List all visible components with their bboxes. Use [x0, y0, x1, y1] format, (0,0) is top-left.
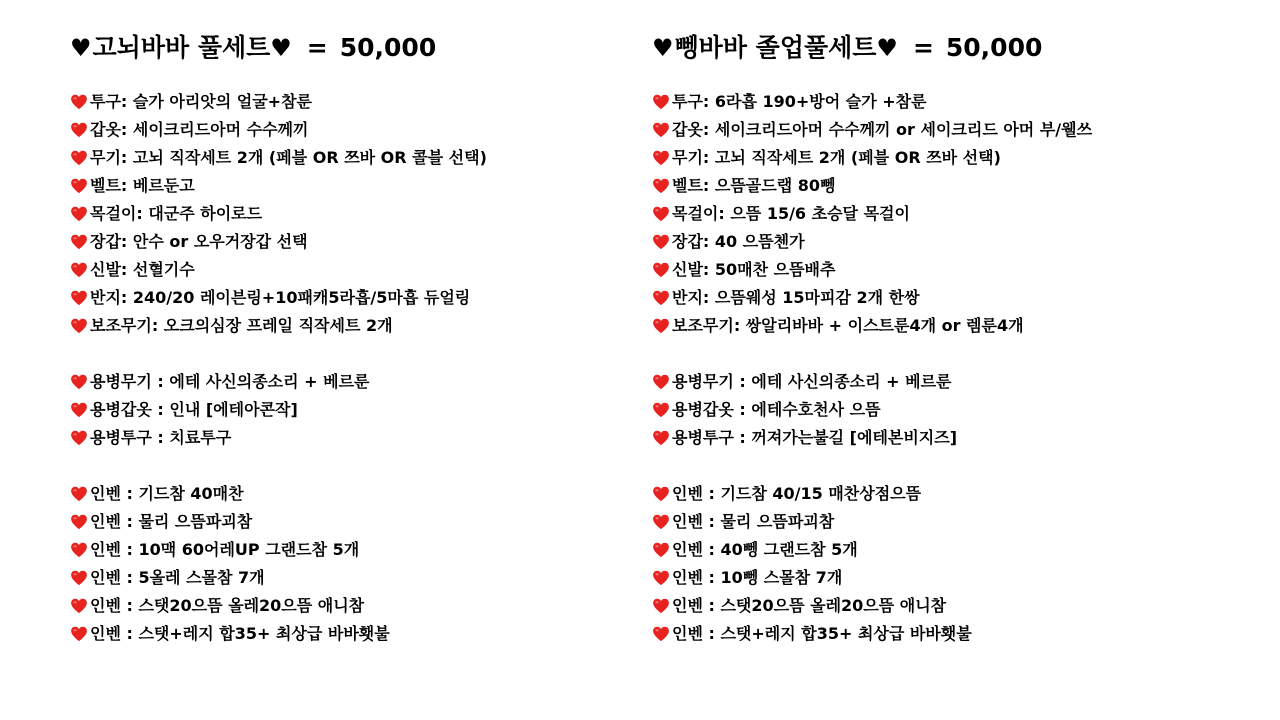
red-heart-icon — [652, 513, 670, 531]
equals-sign: = — [306, 33, 328, 62]
list-item — [70, 424, 630, 452]
list-item-text: 무기: 고뇌 직작세트 2개 (페블 OR 쯔바 OR 콜블 선택) — [90, 148, 487, 167]
red-heart-icon — [70, 541, 88, 559]
right-group-2 — [652, 368, 1272, 452]
black-heart-icon: ♥ — [652, 34, 674, 62]
red-heart-icon — [652, 597, 670, 615]
left-group-1 — [70, 88, 630, 340]
red-heart-icon — [652, 401, 670, 419]
list-item — [652, 172, 1272, 200]
red-heart-icon — [70, 485, 88, 503]
black-heart-icon: ♥ — [270, 34, 292, 62]
list-item — [652, 592, 1272, 620]
red-heart-icon — [652, 261, 670, 279]
list-item-text: 투구: 슬가 아리앗의 얼굴+참룬 — [90, 92, 312, 111]
right-title-text: 뼁바바 졸업풀세트 — [674, 33, 877, 62]
list-item — [70, 144, 630, 172]
list-item — [652, 284, 1272, 312]
list-item-text: 반지: 으뜸웨성 15마피감 2개 한쌍 — [672, 288, 920, 307]
red-heart-icon — [652, 289, 670, 307]
red-heart-icon — [70, 261, 88, 279]
list-item-text: 인벤 : 물리 으뜸파괴참 — [672, 512, 835, 531]
list-item — [70, 200, 630, 228]
red-heart-icon — [70, 373, 88, 391]
list-item-text: 목걸이: 으뜸 15/6 초승달 목걸이 — [672, 204, 910, 223]
list-item — [70, 620, 630, 648]
red-heart-icon — [70, 569, 88, 587]
red-heart-icon — [70, 513, 88, 531]
list-item — [652, 480, 1272, 508]
red-heart-icon — [652, 317, 670, 335]
list-item — [70, 256, 630, 284]
red-heart-icon — [70, 401, 88, 419]
list-item — [652, 536, 1272, 564]
list-item-text: 벨트: 으뜸골드랩 80뼁 — [672, 176, 836, 195]
list-item — [652, 424, 1272, 452]
left-price: 50,000 — [339, 33, 437, 62]
red-heart-icon — [70, 205, 88, 223]
right-price: 50,000 — [945, 33, 1043, 62]
red-heart-icon — [652, 541, 670, 559]
left-title-text: 고뇌바바 풀세트 — [92, 33, 271, 62]
list-item-text: 투구: 6라흡 190+방어 슬가 +참룬 — [672, 92, 927, 111]
left-item-list — [70, 88, 630, 648]
list-item — [652, 368, 1272, 396]
black-heart-icon: ♥ — [70, 34, 92, 62]
list-item — [70, 564, 630, 592]
list-item — [652, 144, 1272, 172]
list-item-text: 인벤 : 5올레 스몰참 7개 — [90, 568, 265, 587]
list-item-text: 인벤 : 기드참 40매찬 — [90, 484, 244, 503]
red-heart-icon — [652, 149, 670, 167]
list-item-text: 인벤 : 40뼁 그랜드참 5개 — [672, 540, 858, 559]
red-heart-icon — [70, 177, 88, 195]
right-group-1 — [652, 88, 1272, 340]
list-item — [70, 116, 630, 144]
list-item — [70, 284, 630, 312]
red-heart-icon — [652, 625, 670, 643]
red-heart-icon — [70, 289, 88, 307]
list-item — [70, 88, 630, 116]
red-heart-icon — [70, 597, 88, 615]
list-item — [652, 200, 1272, 228]
list-item-text: 인벤 : 10뼁 스몰참 7개 — [672, 568, 843, 587]
right-group-3 — [652, 480, 1272, 648]
left-group-3 — [70, 480, 630, 648]
list-item-text: 용병무기 : 에테 사신의종소리 + 베르룬 — [672, 372, 952, 391]
right-title — [652, 30, 1272, 66]
red-heart-icon — [70, 317, 88, 335]
list-item-text: 용병투구 : 꺼져가는불길 [에테본비지즈] — [672, 428, 958, 447]
list-item — [652, 312, 1272, 340]
list-item — [70, 396, 630, 424]
list-item-text: 무기: 고뇌 직작세트 2개 (페블 OR 쯔바 선택) — [672, 148, 1001, 167]
list-item — [652, 620, 1272, 648]
list-item-text: 반지: 240/20 레이븐링+10패캐5라흡/5마흡 듀얼링 — [90, 288, 471, 307]
red-heart-icon — [70, 93, 88, 111]
list-item-text: 인벤 : 10맥 60어레UP 그랜드참 5개 — [90, 540, 360, 559]
list-item-text: 벨트: 베르둔고 — [90, 176, 195, 195]
list-item — [70, 480, 630, 508]
list-item-text: 신발: 50매찬 으뜸배추 — [672, 260, 836, 279]
list-item-text: 장갑: 40 으뜸첸가 — [672, 232, 805, 251]
red-heart-icon — [70, 429, 88, 447]
list-item-text: 장갑: 안수 or 오우거장갑 선택 — [90, 232, 308, 251]
list-item-text: 인벤 : 기드참 40/15 매찬상점으뜸 — [672, 484, 922, 503]
list-item-text: 용병투구 : 치료투구 — [90, 428, 232, 447]
left-group-2 — [70, 368, 630, 452]
list-item-text: 목걸이: 대군주 하이로드 — [90, 204, 263, 223]
list-item-text: 신발: 선혈기수 — [90, 260, 195, 279]
black-heart-icon: ♥ — [876, 34, 898, 62]
red-heart-icon — [652, 205, 670, 223]
red-heart-icon — [652, 233, 670, 251]
list-item — [652, 228, 1272, 256]
red-heart-icon — [70, 233, 88, 251]
red-heart-icon — [652, 485, 670, 503]
list-item-text: 인벤 : 물리 으뜸파괴참 — [90, 512, 253, 531]
list-item — [652, 88, 1272, 116]
list-item — [70, 536, 630, 564]
list-item — [652, 508, 1272, 536]
list-item-text: 갑옷: 세이크리드아머 수수께끼 or 세이크리드 아머 부/웰쓰 — [672, 120, 1093, 139]
red-heart-icon — [652, 177, 670, 195]
red-heart-icon — [70, 121, 88, 139]
red-heart-icon — [652, 93, 670, 111]
list-item — [70, 228, 630, 256]
list-item-text: 인벤 : 스탯+레지 합35+ 최상급 바바횃불 — [90, 624, 390, 643]
equals-sign: = — [912, 33, 934, 62]
list-item — [652, 564, 1272, 592]
list-item-text: 용병무기 : 에테 사신의종소리 + 베르룬 — [90, 372, 370, 391]
list-item-text: 보조무기: 오크의심장 프레일 직작세트 2개 — [90, 316, 393, 335]
right-column — [652, 30, 1272, 676]
red-heart-icon — [652, 569, 670, 587]
list-item-text: 갑옷: 세이크리드아머 수수께끼 — [90, 120, 309, 139]
list-item — [652, 256, 1272, 284]
list-item-text: 용병갑옷 : 에테수호천사 으뜸 — [672, 400, 881, 419]
right-item-list — [652, 88, 1272, 648]
red-heart-icon — [70, 149, 88, 167]
list-item — [652, 396, 1272, 424]
left-column — [70, 30, 630, 676]
list-item — [70, 508, 630, 536]
list-item-text: 인벤 : 스탯+레지 합35+ 최상급 바바횃불 — [672, 624, 972, 643]
list-item — [652, 116, 1272, 144]
list-item-text: 용병갑옷 : 인내 [에테아콘작] — [90, 400, 298, 419]
left-title — [70, 30, 630, 66]
list-item — [70, 172, 630, 200]
red-heart-icon — [652, 429, 670, 447]
red-heart-icon — [652, 373, 670, 391]
list-item — [70, 368, 630, 396]
list-item-text: 인벤 : 스탯20으뜸 올레20으뜸 애니참 — [672, 596, 947, 615]
red-heart-icon — [70, 625, 88, 643]
list-item-text: 보조무기: 쌍알리바바 + 이스트룬4개 or 렘룬4개 — [672, 316, 1024, 335]
list-item-text: 인벤 : 스탯20으뜸 올레20으뜸 애니참 — [90, 596, 365, 615]
red-heart-icon — [652, 121, 670, 139]
list-item — [70, 312, 630, 340]
list-item — [70, 592, 630, 620]
